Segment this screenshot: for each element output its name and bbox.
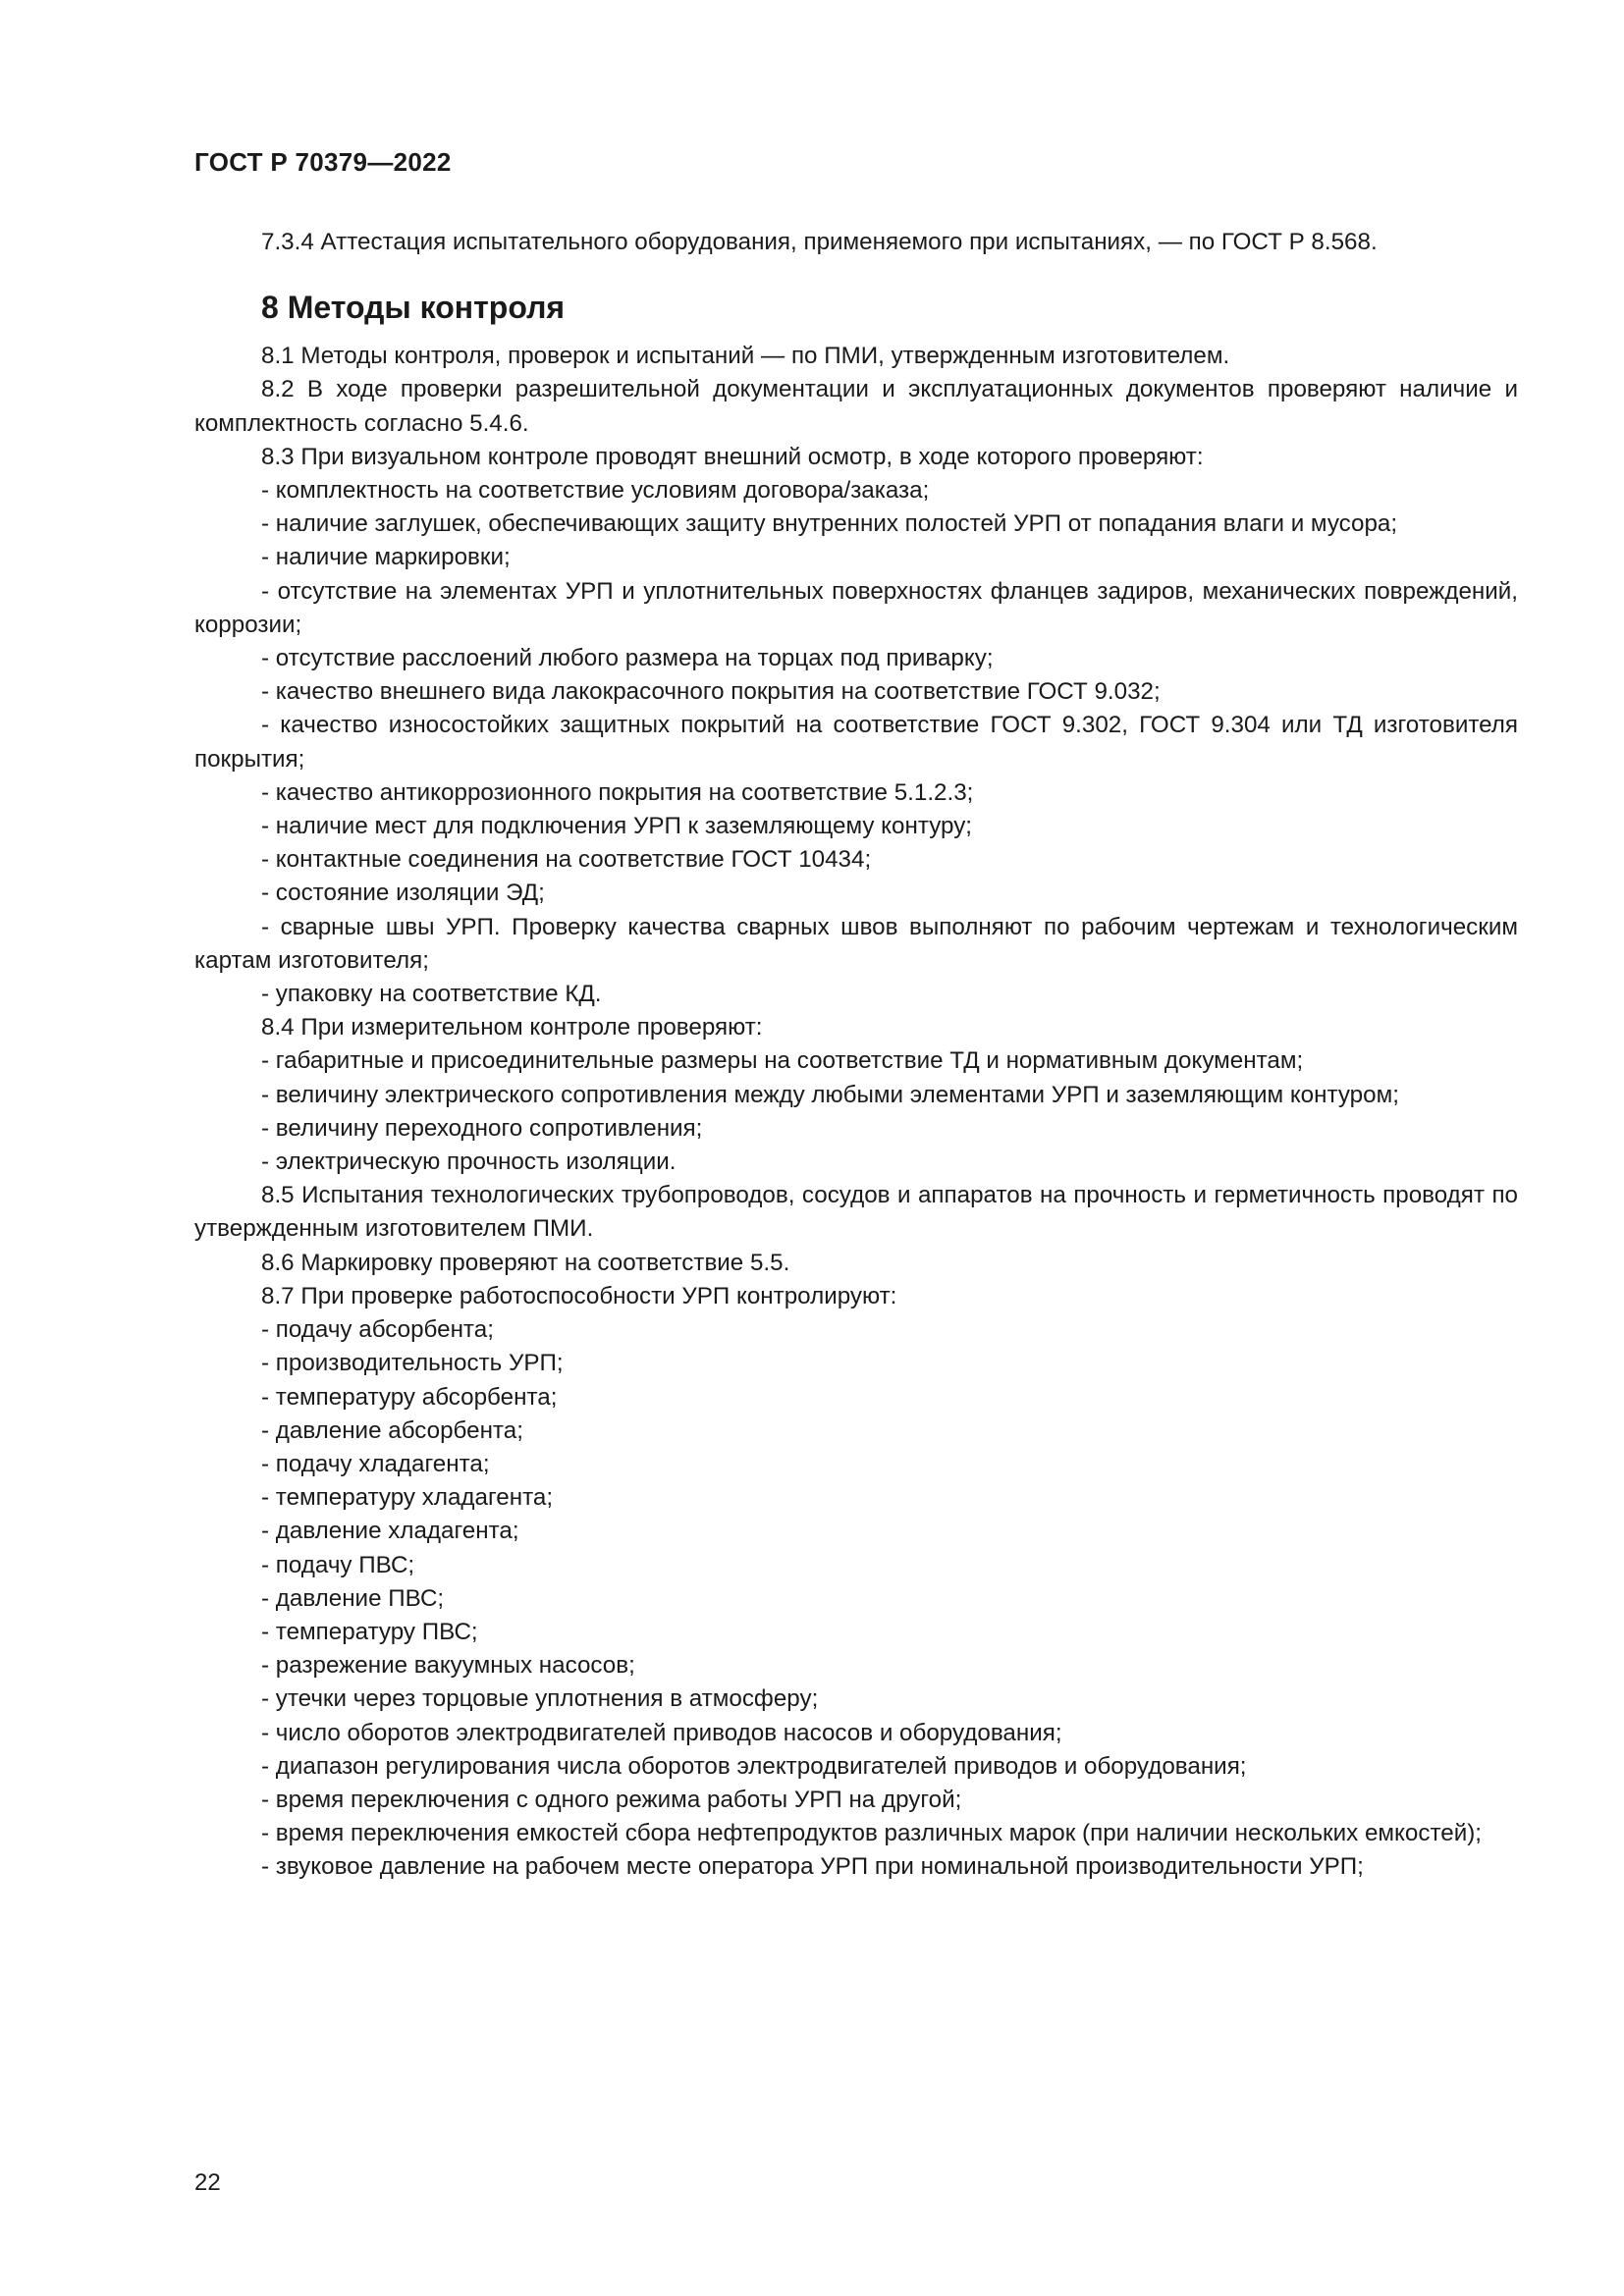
list-item: - габаритные и присоединительные размеры на соответствие ТД и нормативным документам; — [261, 1047, 1304, 1075]
list-item: - температуру хладагента; — [261, 1484, 554, 1512]
list-item: - контактные соединения на соответствие ГОСТ 10434; — [261, 846, 872, 874]
list-item: - величину электрического сопротивления между любыми элементами УРП и заземляющим контуром; — [261, 1081, 1399, 1108]
list-item: - число оборотов электродвигателей приводов насосов и оборудования; — [261, 1719, 1062, 1746]
paragraph: 8.6 Маркировку проверяют на соответствие 5.5. — [261, 1249, 790, 1276]
document-body — [194, 226, 1518, 1885]
list-item: - качество внешнего вида лакокрасочного покрытия на соответствие ГОСТ 9.032; — [261, 678, 1161, 706]
list-item: - наличие заглушек, обеспечивающих защиту внутренних полостей УРП от попадания влаги и мусора; — [261, 510, 1398, 538]
list-item: - сварные швы УРП. Проверку качества сварных швов выполняют по рабочим чертежам и технологическим картам изготовителя; — [194, 913, 1518, 974]
document-code-header: ГОСТ Р 70379—2022 — [194, 147, 452, 177]
paragraph: 8.3 При визуальном контроле проводят внешний осмотр, в ходе которого проверяют: — [261, 443, 1204, 470]
list-item: - время переключения емкостей сбора нефтепродуктов различных марок (при наличии нескольких емкостей); — [261, 1820, 1482, 1847]
list-item: - отсутствие на элементах УРП и уплотнительных поверхностях фланцев задиров, механических повреждений, коррозии; — [194, 577, 1518, 638]
list-item: - состояние изоляции ЭД; — [261, 880, 545, 907]
list-item: - качество антикоррозионного покрытия на соответствие 5.1.2.3; — [261, 778, 974, 806]
list-item: - температуру ПВС; — [261, 1618, 478, 1645]
list-item: - упаковку на соответствие КД. — [261, 981, 602, 1008]
list-item: - подачу абсорбента; — [261, 1316, 494, 1344]
list-item: - утечки через торцовые уплотнения в атмосферу; — [261, 1685, 819, 1713]
paragraph: 8.5 Испытания технологических трубопроводов, сосудов и аппаратов на прочность и герметичность проводят по утвержденным изготовителем ПМИ. — [194, 1182, 1518, 1243]
list-item: - разрежение вакуумных насосов; — [261, 1652, 635, 1680]
list-item: - комплектность на соответствие условиям договора/заказа; — [261, 477, 930, 505]
list-item: - температуру абсорбента; — [261, 1383, 558, 1411]
list-item: - электрическую прочность изоляции. — [261, 1148, 677, 1176]
list-item: - давление хладагента; — [261, 1518, 519, 1545]
list-item: - звуковое давление на рабочем месте оператора УРП при номинальной производительности УРП; — [261, 1853, 1364, 1881]
list-item: - наличие маркировки; — [261, 544, 511, 571]
page-number: 22 — [194, 2169, 221, 2196]
list-item: - качество износостойких защитных покрытий на соответствие ГОСТ 9.302, ГОСТ 9.304 или ТД изготовителя покрытия; — [194, 712, 1518, 773]
paragraph: 8.7 При проверке работоспособности УРП контролируют: — [261, 1282, 897, 1309]
list-item: - наличие мест для подключения УРП к заземляющему контуру; — [261, 813, 973, 840]
paragraph: 7.3.4 Аттестация испытательного оборудования, применяемого при испытаниях, — по ГОСТ Р 8.568. — [261, 229, 1378, 255]
section-heading: 8 Методы контроля — [261, 290, 566, 326]
list-item: - подачу хладагента; — [261, 1450, 490, 1477]
paragraph: 8.4 При измерительном контроле проверяют: — [261, 1014, 763, 1041]
list-item: - давление абсорбента; — [261, 1416, 523, 1444]
list-item: - производительность УРП; — [261, 1350, 564, 1377]
list-item: - давление ПВС; — [261, 1584, 445, 1612]
list-item: - величину переходного сопротивления; — [261, 1114, 703, 1142]
paragraph: 8.1 Методы контроля, проверок и испытаний — по ПМИ, утвержденным изготовителем. — [261, 343, 1230, 370]
list-item: - диапазон регулирования числа оборотов электродвигателей приводов и оборудования; — [261, 1752, 1247, 1780]
list-item: - время переключения с одного режима работы УРП на другой; — [261, 1786, 962, 1813]
list-item: - отсутствие расслоений любого размера на торцах под приварку; — [261, 645, 994, 672]
paragraph: 8.2 В ходе проверки разрешительной документации и эксплуатационных документов проверяют наличие и комплектность согласно 5.4.6. — [194, 376, 1518, 437]
list-item: - подачу ПВС; — [261, 1551, 415, 1578]
